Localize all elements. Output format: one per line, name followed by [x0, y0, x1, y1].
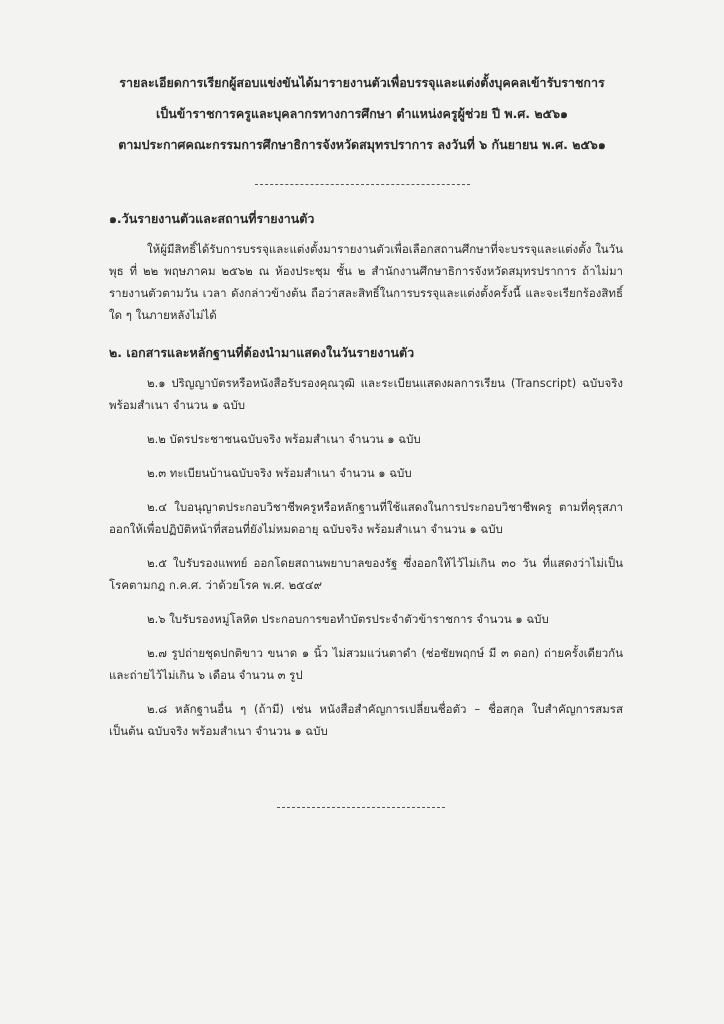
top-divider — [255, 184, 470, 185]
title-line-3: ตามประกาศคณะกรรมการศึกษาธิการจังหวัดสมุทรปราการ ลงวันที่ ๖ กันยายน พ.ศ. ๒๕๖๑ — [118, 137, 606, 152]
list-item: ๒.๗ รูปถ่ายชุดปกติขาว ขนาด ๑ นิ้ว ไม่สวมแว่นตาดำ (ช่อชัยพฤกษ์ มี ๓ ดอก) ถ่ายครั้งเดียวกัน และถ่ายไว้ไม่เกิน ๖ เดือน จำนวน ๓ รูป — [109, 646, 623, 682]
section-2-heading: ๒. เอกสารและหลักฐานที่ต้องนำมาแสดงในวันรายงานตัว — [109, 345, 415, 360]
document-body — [109, 208, 623, 742]
list-item: ๒.๘ หลักฐานอื่น ๆ (ถ้ามี) เช่น หนังสือสำคัญการเปลี่ยนชื่อตัว – ชื่อสกุล ใบสำคัญการสมรส เป็นต้น ฉบับจริง พร้อมสำเนา จำนวน ๑ ฉบับ — [109, 702, 623, 738]
title-line-1: รายละเอียดการเรียกผู้สอบแข่งขันได้มารายงานตัวเพื่อบรรจุและแต่งตั้งบุคคลเข้ารับราชการ — [119, 75, 605, 90]
list-item: ๒.๕ ใบรับรองแพทย์ ออกโดยสถานพยาบาลของรัฐ ซึ่งออกให้ไว้ไม่เกิน ๓๐ วัน ที่แสดงว่าไม่เป็นโรคตามกฎ ก.ค.ศ. ว่าด้วยโรค พ.ศ. ๒๕๔๙ — [109, 556, 623, 592]
bottom-divider — [277, 807, 445, 808]
list-item: ๒.๖ ใบรับรองหมู่โลหิต ประกอบการขอทำบัตรประจำตัวข้าราชการ จำนวน ๑ ฉบับ — [147, 612, 549, 626]
list-item: ๒.๔ ใบอนุญาตประกอบวิชาชีพครูหรือหลักฐานที่ใช้แสดงในการประกอบวิชาชีพครู ตามที่คุรุสภาออกให้เพื่อปฏิบัติหน้าที่สอนที่ยังไม่หมดอายุ ฉบับจริง พร้อมสำเนา จำนวน ๑ ฉบับ — [109, 500, 623, 536]
list-item: ๒.๒ บัตรประชาชนฉบับจริง พร้อมสำเนา จำนวน ๑ ฉบับ — [147, 432, 421, 446]
title-line-2: เป็นข้าราชการครูและบุคลากรทางการศึกษา ตำแหน่งครูผู้ช่วย ปี พ.ศ. ๒๕๖๑ — [156, 106, 568, 121]
document-title — [0, 74, 724, 167]
list-item: ๒.๑ ปริญญาบัตรหรือหนังสือรับรองคุณวุฒิ และระเบียนแสดงผลการเรียน (Transcript) ฉบับจริง พร้อมสำเนา จำนวน ๑ ฉบับ — [109, 376, 623, 412]
section-1-heading: ๑.วันรายงานตัวและสถานที่รายงานตัว — [109, 211, 315, 226]
section-1-body: ให้ผู้มีสิทธิ์ได้รับการบรรจุและแต่งตั้งมารายงานตัวเพื่อเลือกสถานศึกษาที่จะบรรจุและแต่งตั้ง ในวันพุธ ที่ ๒๒ พฤษภาคม ๒๕๖๒ ณ ห้องประชุม ชั้น ๒ สำนักงานศึกษาธิการจังหวัดสมุทรปราการ ถ้าไม่มารายงานตัวตามวัน เวลา ดังกล่าวข้างต้น ถือว่าสละสิทธิ์ในการบรรจุและแต่งตั้งครั้งนี้ และจะเรียกร้องสิทธิ์ใด ๆ ในภายหลังไม่ได้ — [109, 242, 623, 322]
list-item: ๒.๓ ทะเบียนบ้านฉบับจริง พร้อมสำเนา จำนวน ๑ ฉบับ — [147, 466, 412, 480]
